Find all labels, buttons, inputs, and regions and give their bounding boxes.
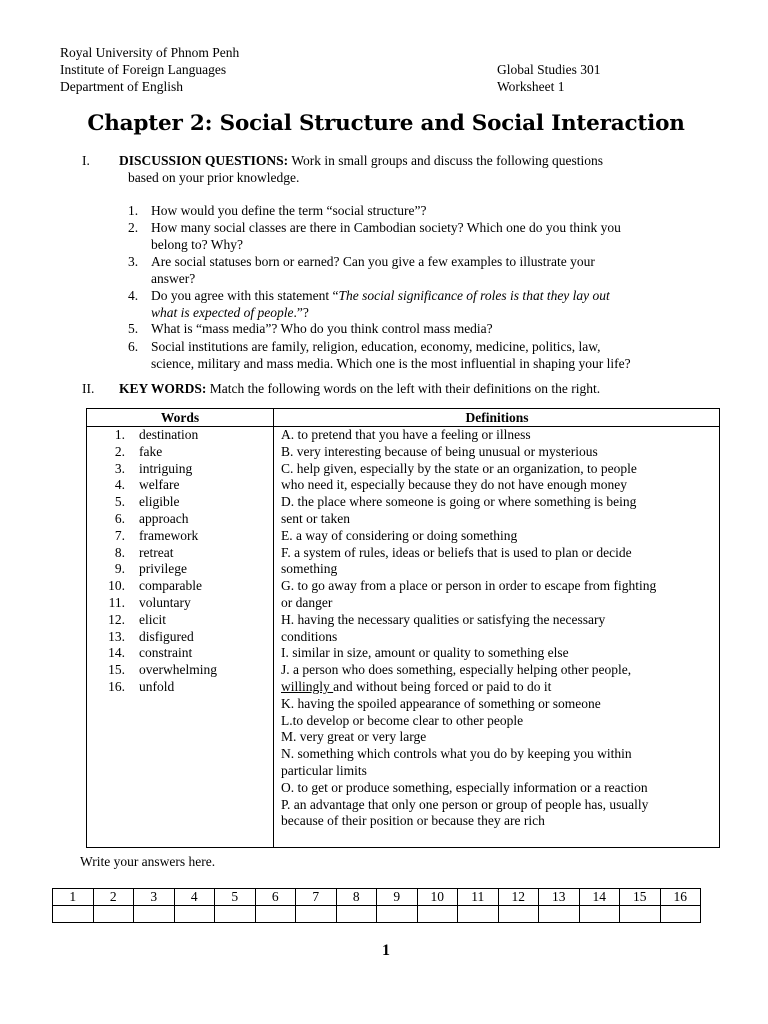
answer-blank-cell[interactable] bbox=[93, 906, 134, 923]
word-text: retreat bbox=[139, 544, 174, 560]
definition-line: willingly and without being forced or paid to do it bbox=[281, 679, 552, 694]
definition-line: E. a way of considering or doing something bbox=[281, 527, 518, 543]
definition-line: particular limits bbox=[281, 763, 367, 778]
definition-line: K. having the spoiled appearance of something or someone bbox=[281, 695, 601, 711]
word-text: privilege bbox=[139, 561, 187, 577]
answer-number-cell: 11 bbox=[458, 889, 499, 906]
definition-line: something bbox=[281, 561, 338, 577]
question-text-cont: answer? bbox=[151, 271, 196, 286]
question-text: Are social statuses born or earned? Can you give a few examples to illustrate your bbox=[151, 254, 595, 269]
definition-line: L.to develop or become clear to other people bbox=[281, 712, 524, 728]
word-text: approach bbox=[139, 511, 189, 526]
section1-heading: DISCUSSION QUESTIONS: bbox=[119, 153, 289, 168]
question-number: 6. bbox=[128, 339, 139, 354]
word-number: 3. bbox=[114, 460, 125, 476]
institute-name: Institute of Foreign Languages bbox=[60, 62, 227, 77]
definition-line: M. very great or very large bbox=[281, 729, 427, 745]
question-number: 4. bbox=[128, 288, 139, 303]
answer-number-cell: 6 bbox=[255, 889, 296, 906]
answer-number-cell: 1 bbox=[53, 889, 94, 906]
question-number: 3. bbox=[128, 254, 139, 269]
word-number: 1. bbox=[114, 427, 125, 442]
answer-blank-cell[interactable] bbox=[53, 906, 94, 923]
definition-line: F. a system of rules, ideas or beliefs that is used to plan or decide bbox=[281, 544, 632, 560]
word-text: fake bbox=[139, 443, 163, 459]
answer-number-cell: 7 bbox=[296, 889, 337, 906]
answer-number-cell: 15 bbox=[620, 889, 661, 906]
answer-number-cell: 9 bbox=[377, 889, 418, 906]
answer-number-cell: 13 bbox=[539, 889, 580, 906]
answer-blank-cell[interactable] bbox=[498, 906, 539, 923]
word-text: overwhelming bbox=[139, 662, 217, 678]
answer-number-cell: 8 bbox=[336, 889, 377, 906]
answer-number-cell: 5 bbox=[215, 889, 256, 906]
question-number: 1. bbox=[128, 203, 139, 218]
word-text: unfold bbox=[139, 679, 175, 694]
word-number: 4. bbox=[114, 477, 125, 493]
question-number: 2. bbox=[128, 220, 139, 235]
definition-line: conditions bbox=[281, 628, 338, 644]
section1-intro-line1: Work in small groups and discuss the following questions bbox=[288, 153, 603, 168]
question-number: 5. bbox=[128, 321, 139, 336]
university-name: Royal University of Phnom Penh bbox=[60, 45, 240, 60]
word-text: comparable bbox=[139, 578, 202, 594]
definition-line: D. the place where someone is going or where something is being bbox=[281, 494, 637, 510]
word-text: elicit bbox=[139, 611, 166, 627]
department-name: Department of English bbox=[60, 79, 183, 94]
word-number: 7. bbox=[114, 527, 125, 543]
word-number: 16. bbox=[108, 679, 125, 694]
answer-blank-cell[interactable] bbox=[336, 906, 377, 923]
word-number: 10. bbox=[108, 578, 125, 594]
answer-number-cell: 12 bbox=[498, 889, 539, 906]
answer-blank-cell[interactable] bbox=[174, 906, 215, 923]
question-text: Social institutions are family, religion, education, economy, medicine, politics, law, bbox=[151, 339, 601, 354]
word-number: 15. bbox=[108, 662, 125, 678]
section2-numeral: II. bbox=[82, 381, 95, 396]
definition-line: or danger bbox=[281, 595, 333, 610]
word-text: framework bbox=[139, 527, 199, 543]
definition-line: J. a person who does something, especially helping other people, bbox=[281, 662, 632, 678]
answer-blank-cell[interactable] bbox=[660, 906, 701, 923]
question-text: Do you agree with this statement “The social significance of roles is that they lay out bbox=[151, 288, 610, 303]
quote-text-cont: what is expected of people bbox=[151, 305, 294, 320]
words-column-header: Words bbox=[160, 410, 200, 425]
section2-intro-text: Match the following words on the left with their definitions on the right. bbox=[206, 381, 601, 396]
definition-line: O. to get or produce something, especially information or a reaction bbox=[281, 779, 648, 795]
answer-blank-cell[interactable] bbox=[296, 906, 337, 923]
answer-blank-cell[interactable] bbox=[134, 906, 175, 923]
answer-blank-cell[interactable] bbox=[417, 906, 458, 923]
definition-line: I. similar in size, amount or quality to something else bbox=[281, 645, 569, 661]
answers-instruction: Write your answers here. bbox=[80, 854, 216, 869]
course-name: Global Studies 301 bbox=[497, 62, 601, 77]
definition-line: N. something which controls what you do by keeping you within bbox=[281, 746, 632, 762]
quote-text: The social significance of roles is that they lay out bbox=[338, 288, 610, 303]
question-text-cont: what is expected of people.”? bbox=[151, 305, 309, 320]
section2-heading: KEY WORDS: bbox=[119, 381, 207, 396]
word-number: 11. bbox=[108, 595, 125, 610]
question-text-cont: science, military and mass media. Which one is the most influential in shaping your life? bbox=[151, 356, 631, 371]
definition-line: A. to pretend that you have a feeling or illness bbox=[281, 427, 531, 442]
answer-number-cell: 3 bbox=[134, 889, 175, 906]
definition-line: because of their position or because they are rich bbox=[281, 813, 545, 829]
question-text-cont: belong to? Why? bbox=[151, 237, 243, 252]
word-number: 13. bbox=[108, 628, 125, 644]
answer-number-row bbox=[53, 889, 701, 906]
answer-blank-cell[interactable] bbox=[620, 906, 661, 923]
word-number: 9. bbox=[114, 561, 125, 577]
section1-numeral: I. bbox=[82, 153, 90, 168]
definition-line: sent or taken bbox=[281, 511, 350, 526]
definition-line: C. help given, especially by the state or an organization, to people bbox=[281, 460, 637, 476]
answer-blank-cell[interactable] bbox=[255, 906, 296, 923]
answer-grid bbox=[52, 888, 701, 923]
answer-number-cell: 10 bbox=[417, 889, 458, 906]
word-text: intriguing bbox=[139, 460, 193, 476]
word-text: voluntary bbox=[139, 595, 191, 610]
word-number: 5. bbox=[114, 494, 125, 510]
word-number: 8. bbox=[114, 544, 125, 560]
underlined-word: willingly bbox=[281, 679, 334, 694]
page-number: 1 bbox=[382, 942, 390, 959]
word-text: destination bbox=[139, 427, 199, 442]
answer-blank-cell[interactable] bbox=[539, 906, 580, 923]
chapter-title: Chapter 2: Social Structure and Social Interaction bbox=[87, 111, 685, 136]
answer-number-cell: 4 bbox=[174, 889, 215, 906]
definitions-column-header: Definitions bbox=[465, 410, 529, 425]
word-number: 2. bbox=[114, 443, 125, 459]
definition-line: who need it, especially because they do not have enough money bbox=[281, 477, 628, 493]
answer-blank-cell[interactable] bbox=[215, 906, 256, 923]
definition-line: H. having the necessary qualities or satisfying the necessary bbox=[281, 611, 606, 627]
worksheet-label: Worksheet 1 bbox=[497, 79, 565, 94]
column-divider bbox=[273, 409, 274, 847]
question-text: What is “mass media”? Who do you think control mass media? bbox=[151, 321, 493, 336]
question-text: How many social classes are there in Cambodian society? Which one do you think you bbox=[151, 220, 621, 235]
question-text: How would you define the term “social structure”? bbox=[151, 203, 427, 218]
section2-intro bbox=[119, 381, 600, 398]
answer-blank-row bbox=[53, 906, 701, 923]
word-text: eligible bbox=[139, 494, 180, 510]
answer-blank-cell[interactable] bbox=[377, 906, 418, 923]
section1-intro bbox=[119, 153, 603, 170]
word-text: welfare bbox=[139, 477, 180, 493]
word-number: 12. bbox=[108, 611, 125, 627]
definition-line: B. very interesting because of being unusual or mysterious bbox=[281, 443, 598, 459]
definition-line: P. an advantage that only one person or group of people has, usually bbox=[281, 796, 649, 812]
word-number: 14. bbox=[108, 645, 125, 661]
word-number: 6. bbox=[114, 511, 125, 526]
definition-line: G. to go away from a place or person in order to escape from fighting bbox=[281, 578, 657, 594]
answer-blank-cell[interactable] bbox=[579, 906, 620, 923]
answer-number-cell: 16 bbox=[660, 889, 701, 906]
word-text: constraint bbox=[139, 645, 193, 661]
section1-intro-line2: based on your prior knowledge. bbox=[128, 170, 300, 185]
answer-number-cell: 2 bbox=[93, 889, 134, 906]
answer-blank-cell[interactable] bbox=[458, 906, 499, 923]
key-words-table bbox=[86, 408, 720, 848]
answer-number-cell: 14 bbox=[579, 889, 620, 906]
word-text: disfigured bbox=[139, 628, 194, 644]
